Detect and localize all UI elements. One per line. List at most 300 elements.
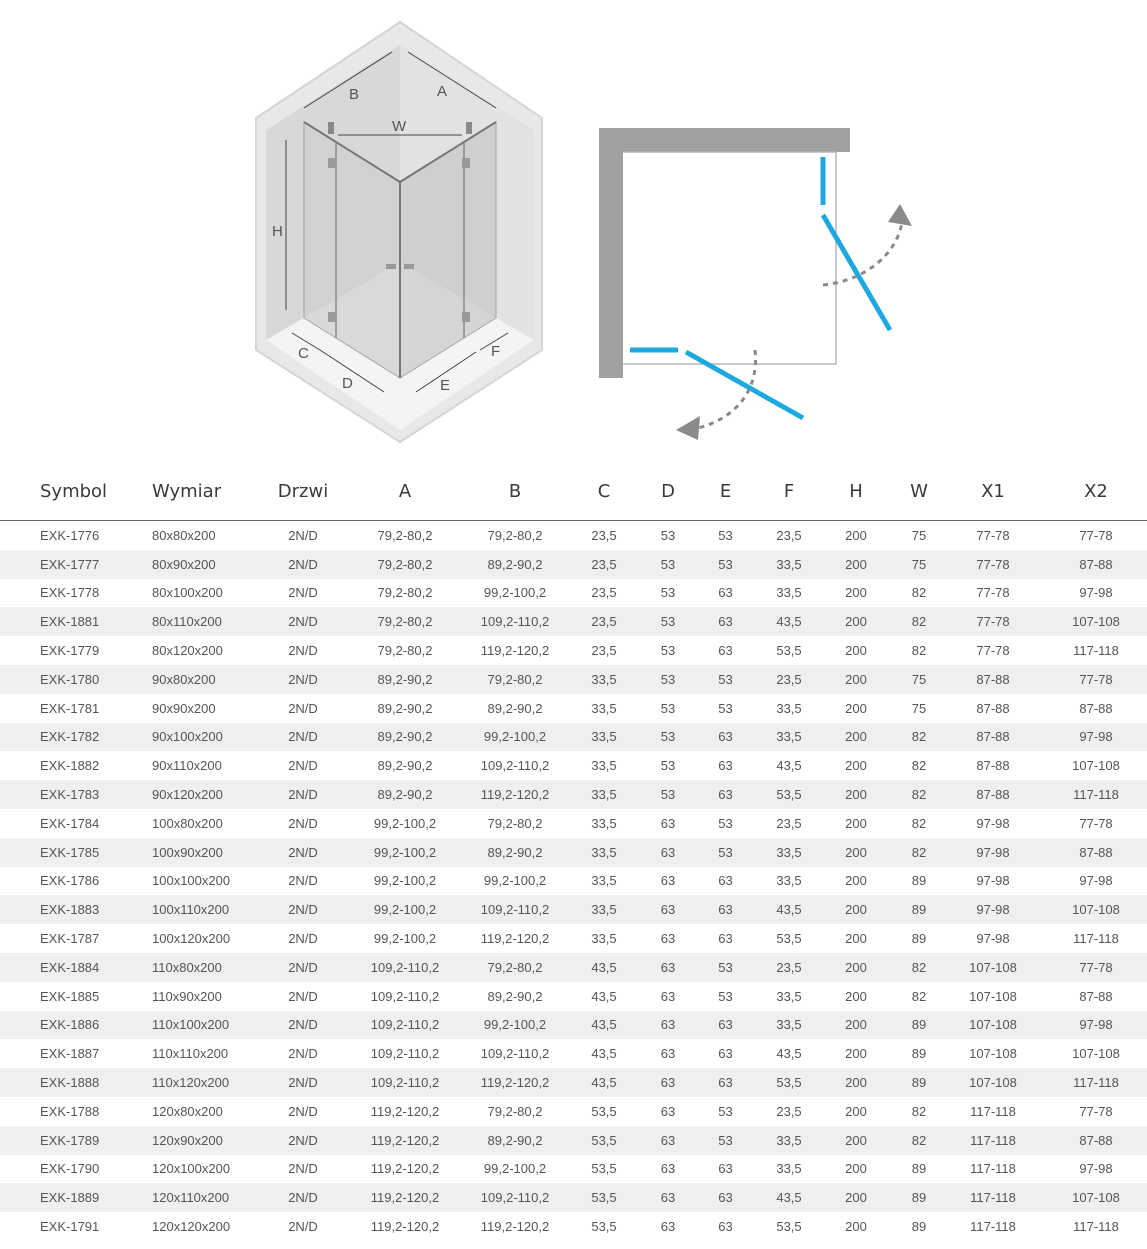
top-view-diagram <box>590 120 920 470</box>
cell-c: 43,5 <box>591 988 617 1004</box>
cell-drzwi: 2N/D <box>288 758 318 774</box>
cell-x1: 87-88 <box>976 700 1010 716</box>
label-h: H <box>272 223 283 240</box>
cell-h: 200 <box>845 1046 867 1062</box>
cell-b: 99,2-100,2 <box>483 1161 547 1177</box>
cell-a: 99,2-100,2 <box>373 931 437 947</box>
table-row <box>0 550 1147 579</box>
cell-wymiar: 110x110x200 <box>152 1046 229 1062</box>
cell-h: 200 <box>845 931 867 947</box>
cell-b: 109,2-110,2 <box>470 895 560 924</box>
cell-wymiar: 120x110x200 <box>138 1183 266 1212</box>
cell-e: 53 <box>718 1103 733 1119</box>
cell-x1: 107-108 <box>941 953 1045 982</box>
cell-c: 43,5 <box>560 1068 648 1097</box>
cell-f: 33,5 <box>763 1011 815 1040</box>
cell-b: 99,2-100,2 <box>470 1011 560 1040</box>
cell-a: 119,2-120,2 <box>340 1126 470 1155</box>
cell-wymiar: 90x110x200 <box>152 758 222 774</box>
cell-x1: 117-118 <box>941 1126 1045 1155</box>
cell-e: 63 <box>718 643 733 659</box>
cell-f: 33,5 <box>763 1126 815 1155</box>
cell-symbol: EXK-1790 <box>40 1161 100 1177</box>
cell-d: 63 <box>660 1103 676 1119</box>
cell-symbol: EXK-1881 <box>0 607 138 636</box>
cell-d: 53 <box>660 527 676 543</box>
cell-x2: 107-108 <box>1045 607 1147 636</box>
cell-e: 53 <box>688 953 763 982</box>
cell-d: 63 <box>660 815 676 831</box>
cell-f: 23,5 <box>776 1103 802 1119</box>
spec-table <box>0 462 1147 1241</box>
cell-wymiar: 80x110x200 <box>138 607 266 636</box>
cell-w: 89 <box>911 873 927 889</box>
cell-symbol: EXK-1784 <box>40 815 100 831</box>
cell-x1: 107-108 <box>941 1011 1045 1040</box>
table-row <box>0 1155 1147 1184</box>
cell-d: 63 <box>648 953 688 982</box>
cell-wymiar: 110x90x200 <box>152 988 222 1004</box>
cell-f: 43,5 <box>776 758 802 774</box>
cell-f: 33,5 <box>776 585 802 601</box>
cell-f: 33,5 <box>763 550 815 579</box>
cell-c: 43,5 <box>591 1046 617 1062</box>
cell-h: 200 <box>845 1103 867 1119</box>
cell-d: 63 <box>648 1011 688 1040</box>
cell-c: 23,5 <box>591 585 617 601</box>
table-row <box>0 636 1147 665</box>
cell-x1: 107-108 <box>969 1046 1017 1062</box>
header-d: D <box>648 462 688 521</box>
cell-f: 53,5 <box>776 643 802 659</box>
cell-f: 33,5 <box>776 700 802 716</box>
header-symbol: Symbol <box>0 462 138 521</box>
cell-c: 23,5 <box>560 550 648 579</box>
cell-c: 33,5 <box>560 723 648 752</box>
cell-h: 200 <box>845 988 867 1004</box>
cell-f: 53,5 <box>763 780 815 809</box>
cell-x1: 117-118 <box>970 1161 1016 1177</box>
cell-wymiar: 100x90x200 <box>138 838 266 867</box>
cell-symbol: EXK-1782 <box>0 723 138 752</box>
cell-w: 89 <box>911 1161 927 1177</box>
cell-x2: 107-108 <box>1045 1183 1147 1212</box>
cell-x2: 87-88 <box>1045 1126 1147 1155</box>
cell-d: 63 <box>648 1183 688 1212</box>
figures-area <box>0 0 1147 460</box>
cell-h: 200 <box>815 1011 897 1040</box>
cell-b: 119,2-120,2 <box>470 1068 560 1097</box>
cell-drzwi: 2N/D <box>288 815 318 831</box>
cell-x1: 77-78 <box>941 607 1045 636</box>
cell-x1: 97-98 <box>941 895 1045 924</box>
cell-drzwi: 2N/D <box>288 1046 318 1062</box>
cell-w: 89 <box>911 931 927 947</box>
cell-symbol: EXK-1789 <box>0 1126 138 1155</box>
cell-e: 63 <box>688 1183 763 1212</box>
cell-symbol: EXK-1884 <box>0 953 138 982</box>
cell-b: 89,2-90,2 <box>470 550 560 579</box>
cell-x1: 87-88 <box>976 758 1010 774</box>
cell-a: 109,2-110,2 <box>370 1046 440 1062</box>
cell-h: 200 <box>845 643 867 659</box>
cell-b: 79,2-80,2 <box>470 665 560 694</box>
cell-x2: 77-78 <box>1045 953 1147 982</box>
header-drzwi: Drzwi <box>266 462 340 521</box>
table-row <box>0 982 1147 1011</box>
cell-h: 200 <box>815 1068 897 1097</box>
cell-b: 109,2-110,2 <box>480 758 550 774</box>
cell-a: 99,2-100,2 <box>373 815 437 831</box>
cell-x1: 77-78 <box>976 643 1010 659</box>
cell-f: 33,5 <box>763 723 815 752</box>
cell-b: 89,2-90,2 <box>470 1126 560 1155</box>
cell-x2: 87-88 <box>1079 988 1113 1004</box>
cell-f: 43,5 <box>763 895 815 924</box>
cell-b: 119,2-120,2 <box>480 643 550 659</box>
cell-x1: 97-98 <box>976 873 1010 889</box>
table-row <box>0 694 1147 723</box>
cell-w: 82 <box>897 607 941 636</box>
cell-b: 109,2-110,2 <box>470 607 560 636</box>
cell-symbol: EXK-1883 <box>0 895 138 924</box>
cell-symbol: EXK-1787 <box>40 931 100 947</box>
cell-x2: 97-98 <box>1079 1161 1113 1177</box>
table-row <box>0 867 1147 896</box>
label-e: E <box>440 377 451 394</box>
header-wymiar: Wymiar <box>138 462 266 521</box>
cell-h: 200 <box>845 1161 867 1177</box>
cell-wymiar: 100x80x200 <box>152 815 223 831</box>
cell-drzwi: 2N/D <box>288 643 318 659</box>
cell-x2: 97-98 <box>1079 585 1113 601</box>
table-row <box>0 1183 1147 1212</box>
cell-a: 99,2-100,2 <box>340 895 470 924</box>
cell-a: 79,2-80,2 <box>377 527 433 543</box>
cell-c: 33,5 <box>560 838 648 867</box>
cell-w: 75 <box>911 700 927 716</box>
cell-f: 53,5 <box>776 1219 802 1235</box>
cell-wymiar: 120x100x200 <box>152 1161 231 1177</box>
cell-drzwi: 2N/D <box>288 585 318 601</box>
cell-w: 89 <box>911 1219 927 1235</box>
cell-x2: 87-88 <box>1045 550 1147 579</box>
cell-symbol: EXK-1777 <box>0 550 138 579</box>
cell-a: 119,2-120,2 <box>370 1219 440 1235</box>
cell-b: 119,2-120,2 <box>480 931 550 947</box>
cell-f: 23,5 <box>776 527 802 543</box>
cell-b: 89,2-90,2 <box>470 838 560 867</box>
cell-x1: 107-108 <box>941 1068 1045 1097</box>
cell-w: 89 <box>897 1068 941 1097</box>
cell-wymiar: 120x120x200 <box>152 1219 231 1235</box>
cell-drzwi: 2N/D <box>288 1103 318 1119</box>
cell-f: 43,5 <box>763 1183 815 1212</box>
cell-symbol: EXK-1779 <box>40 643 100 659</box>
header-x1: X1 <box>941 462 1045 521</box>
cell-wymiar: 100x120x200 <box>152 931 231 947</box>
cell-a: 89,2-90,2 <box>340 780 470 809</box>
cell-e: 63 <box>688 895 763 924</box>
table-row <box>0 1011 1147 1040</box>
cell-drzwi: 2N/D <box>266 550 340 579</box>
table-header <box>0 462 1147 521</box>
cell-drzwi: 2N/D <box>288 1219 318 1235</box>
cell-drzwi: 2N/D <box>266 1126 340 1155</box>
cell-x1: 97-98 <box>941 838 1045 867</box>
table-row <box>0 924 1147 953</box>
cell-e: 63 <box>688 780 763 809</box>
cell-e: 63 <box>718 1219 733 1235</box>
cell-e: 63 <box>718 585 733 601</box>
cell-drzwi: 2N/D <box>288 700 318 716</box>
cell-d: 63 <box>660 1161 676 1177</box>
cell-b: 89,2-90,2 <box>487 988 543 1004</box>
cell-wymiar: 80x80x200 <box>152 527 216 543</box>
cell-e: 63 <box>718 873 733 889</box>
header-x2: X2 <box>1045 462 1147 521</box>
cell-symbol: EXK-1778 <box>40 585 100 601</box>
cell-w: 89 <box>897 1011 941 1040</box>
cell-h: 200 <box>845 758 867 774</box>
cell-x1: 97-98 <box>976 931 1010 947</box>
cell-x2: 97-98 <box>1045 1011 1147 1040</box>
cell-symbol: EXK-1887 <box>40 1046 100 1062</box>
cell-a: 89,2-90,2 <box>377 758 433 774</box>
cell-b: 79,2-80,2 <box>487 815 543 831</box>
cell-x2: 117-118 <box>1073 931 1119 947</box>
cell-b: 119,2-120,2 <box>470 780 560 809</box>
cell-a: 89,2-90,2 <box>377 700 433 716</box>
header-c: C <box>560 462 648 521</box>
cell-d: 63 <box>660 1219 676 1235</box>
cell-x2: 97-98 <box>1079 873 1113 889</box>
cell-d: 63 <box>648 1126 688 1155</box>
cell-e: 53 <box>688 838 763 867</box>
cell-c: 23,5 <box>591 527 617 543</box>
table-row <box>0 1126 1147 1155</box>
cell-f: 53,5 <box>763 1068 815 1097</box>
cell-f: 43,5 <box>763 607 815 636</box>
cell-e: 53 <box>718 988 733 1004</box>
table-row <box>0 751 1147 780</box>
cell-a: 99,2-100,2 <box>373 873 437 889</box>
cell-h: 200 <box>815 723 897 752</box>
cell-c: 53,5 <box>560 1126 648 1155</box>
cell-drzwi: 2N/D <box>266 953 340 982</box>
cell-x1: 117-118 <box>941 1183 1045 1212</box>
cell-x1: 107-108 <box>969 988 1017 1004</box>
cell-x1: 77-78 <box>941 550 1045 579</box>
cell-b: 79,2-80,2 <box>470 953 560 982</box>
cell-e: 63 <box>718 1161 733 1177</box>
cell-f: 33,5 <box>776 988 802 1004</box>
cell-x2: 77-78 <box>1079 1103 1113 1119</box>
header-e: E <box>688 462 763 521</box>
table-body <box>0 521 1147 1241</box>
cell-e: 63 <box>688 607 763 636</box>
cell-w: 82 <box>897 780 941 809</box>
cell-h: 200 <box>815 780 897 809</box>
cell-wymiar: 110x100x200 <box>138 1011 266 1040</box>
cell-w: 82 <box>911 758 927 774</box>
table-row <box>0 1097 1147 1126</box>
header-b: B <box>470 462 560 521</box>
table-row <box>0 607 1147 636</box>
cell-c: 43,5 <box>560 953 648 982</box>
cell-w: 89 <box>911 1046 927 1062</box>
cell-wymiar: 90x80x200 <box>138 665 266 694</box>
cell-drzwi: 2N/D <box>288 527 318 543</box>
cell-c: 33,5 <box>591 931 617 947</box>
cell-e: 53 <box>688 550 763 579</box>
cell-symbol: EXK-1783 <box>0 780 138 809</box>
cell-w: 82 <box>897 1126 941 1155</box>
header-w: W <box>897 462 941 521</box>
cell-d: 63 <box>648 1068 688 1097</box>
cell-d: 63 <box>660 1046 676 1062</box>
cell-x1: 117-118 <box>970 1103 1016 1119</box>
cell-x2: 117-118 <box>1045 1068 1147 1097</box>
cell-d: 53 <box>660 585 676 601</box>
cell-d: 63 <box>660 931 676 947</box>
cell-a: 89,2-90,2 <box>340 723 470 752</box>
cell-d: 53 <box>648 607 688 636</box>
table-row <box>0 895 1147 924</box>
cell-w: 89 <box>897 895 941 924</box>
cell-w: 82 <box>911 585 927 601</box>
cell-h: 200 <box>845 873 867 889</box>
cell-w: 82 <box>911 1103 927 1119</box>
cell-e: 53 <box>718 815 733 831</box>
cell-w: 89 <box>897 1183 941 1212</box>
cell-b: 99,2-100,2 <box>483 585 547 601</box>
cell-f: 33,5 <box>776 873 802 889</box>
cell-x2: 77-78 <box>1079 815 1113 831</box>
cell-symbol: EXK-1780 <box>0 665 138 694</box>
cell-symbol: EXK-1886 <box>0 1011 138 1040</box>
cell-symbol: EXK-1885 <box>40 988 100 1004</box>
cell-drzwi: 2N/D <box>266 1011 340 1040</box>
cell-wymiar: 90x120x200 <box>138 780 266 809</box>
cell-x2: 117-118 <box>1045 780 1147 809</box>
cell-f: 43,5 <box>776 1046 802 1062</box>
cell-d: 63 <box>648 895 688 924</box>
cell-x2: 107-108 <box>1072 1046 1120 1062</box>
cell-wymiar: 90x90x200 <box>152 700 216 716</box>
table-row <box>0 723 1147 752</box>
cell-x1: 87-88 <box>941 780 1045 809</box>
cell-drzwi: 2N/D <box>288 1161 318 1177</box>
cell-drzwi: 2N/D <box>266 895 340 924</box>
cell-e: 53 <box>688 1126 763 1155</box>
cell-c: 33,5 <box>591 873 617 889</box>
cell-drzwi: 2N/D <box>266 1068 340 1097</box>
cell-f: 23,5 <box>776 815 802 831</box>
cell-w: 82 <box>897 953 941 982</box>
cell-w: 75 <box>897 665 941 694</box>
cell-h: 200 <box>815 550 897 579</box>
cell-w: 82 <box>911 815 927 831</box>
cell-drzwi: 2N/D <box>266 780 340 809</box>
cell-x2: 97-98 <box>1045 723 1147 752</box>
cell-b: 119,2-120,2 <box>480 1219 550 1235</box>
table-row <box>0 579 1147 608</box>
cell-symbol: EXK-1889 <box>0 1183 138 1212</box>
cell-x2: 117-118 <box>1073 1219 1119 1235</box>
table-row <box>0 1039 1147 1068</box>
cell-c: 53,5 <box>560 1183 648 1212</box>
cell-drzwi: 2N/D <box>266 665 340 694</box>
cell-b: 99,2-100,2 <box>470 723 560 752</box>
cell-h: 200 <box>815 607 897 636</box>
cell-e: 53 <box>718 700 733 716</box>
cell-d: 53 <box>648 780 688 809</box>
cell-c: 43,5 <box>560 1011 648 1040</box>
cell-x1: 77-78 <box>976 585 1010 601</box>
cell-a: 79,2-80,2 <box>340 550 470 579</box>
cell-a: 119,2-120,2 <box>370 1103 440 1119</box>
cell-f: 23,5 <box>763 953 815 982</box>
cell-e: 63 <box>688 1011 763 1040</box>
cell-c: 33,5 <box>560 665 648 694</box>
cell-wymiar: 80x90x200 <box>138 550 266 579</box>
cell-d: 53 <box>648 723 688 752</box>
cell-e: 63 <box>688 1068 763 1097</box>
cell-w: 75 <box>897 550 941 579</box>
cell-a: 79,2-80,2 <box>377 585 433 601</box>
cell-symbol: EXK-1888 <box>0 1068 138 1097</box>
cell-e: 63 <box>688 723 763 752</box>
cell-h: 200 <box>845 700 867 716</box>
cell-d: 63 <box>660 873 676 889</box>
cell-wymiar: 80x120x200 <box>152 643 223 659</box>
cell-drzwi: 2N/D <box>266 838 340 867</box>
cell-drzwi: 2N/D <box>288 931 318 947</box>
table-row <box>0 838 1147 867</box>
cell-x1: 87-88 <box>941 723 1045 752</box>
cell-a: 89,2-90,2 <box>340 665 470 694</box>
cell-symbol: EXK-1882 <box>40 758 100 774</box>
cell-drzwi: 2N/D <box>288 988 318 1004</box>
cell-b: 99,2-100,2 <box>483 873 547 889</box>
cell-x2: 107-108 <box>1045 895 1147 924</box>
cell-b: 109,2-110,2 <box>470 1183 560 1212</box>
cell-d: 53 <box>648 550 688 579</box>
cell-a: 119,2-120,2 <box>340 1183 470 1212</box>
cell-a: 109,2-110,2 <box>340 953 470 982</box>
table-row <box>0 953 1147 982</box>
cell-h: 200 <box>815 953 897 982</box>
cell-symbol: EXK-1791 <box>40 1219 100 1235</box>
cell-x1: 117-118 <box>970 1219 1016 1235</box>
cell-c: 33,5 <box>591 758 617 774</box>
cell-a: 79,2-80,2 <box>340 607 470 636</box>
label-f: F <box>491 343 501 360</box>
cell-h: 200 <box>845 815 867 831</box>
cell-w: 82 <box>897 723 941 752</box>
cell-c: 23,5 <box>560 607 648 636</box>
cell-e: 63 <box>718 758 733 774</box>
cell-a: 99,2-100,2 <box>340 838 470 867</box>
cell-x2: 117-118 <box>1073 643 1119 659</box>
cell-symbol: EXK-1776 <box>40 527 100 543</box>
cell-w: 82 <box>897 838 941 867</box>
label-a: A <box>437 83 448 100</box>
cell-f: 23,5 <box>763 665 815 694</box>
table-row <box>0 521 1147 550</box>
cell-e: 53 <box>688 665 763 694</box>
